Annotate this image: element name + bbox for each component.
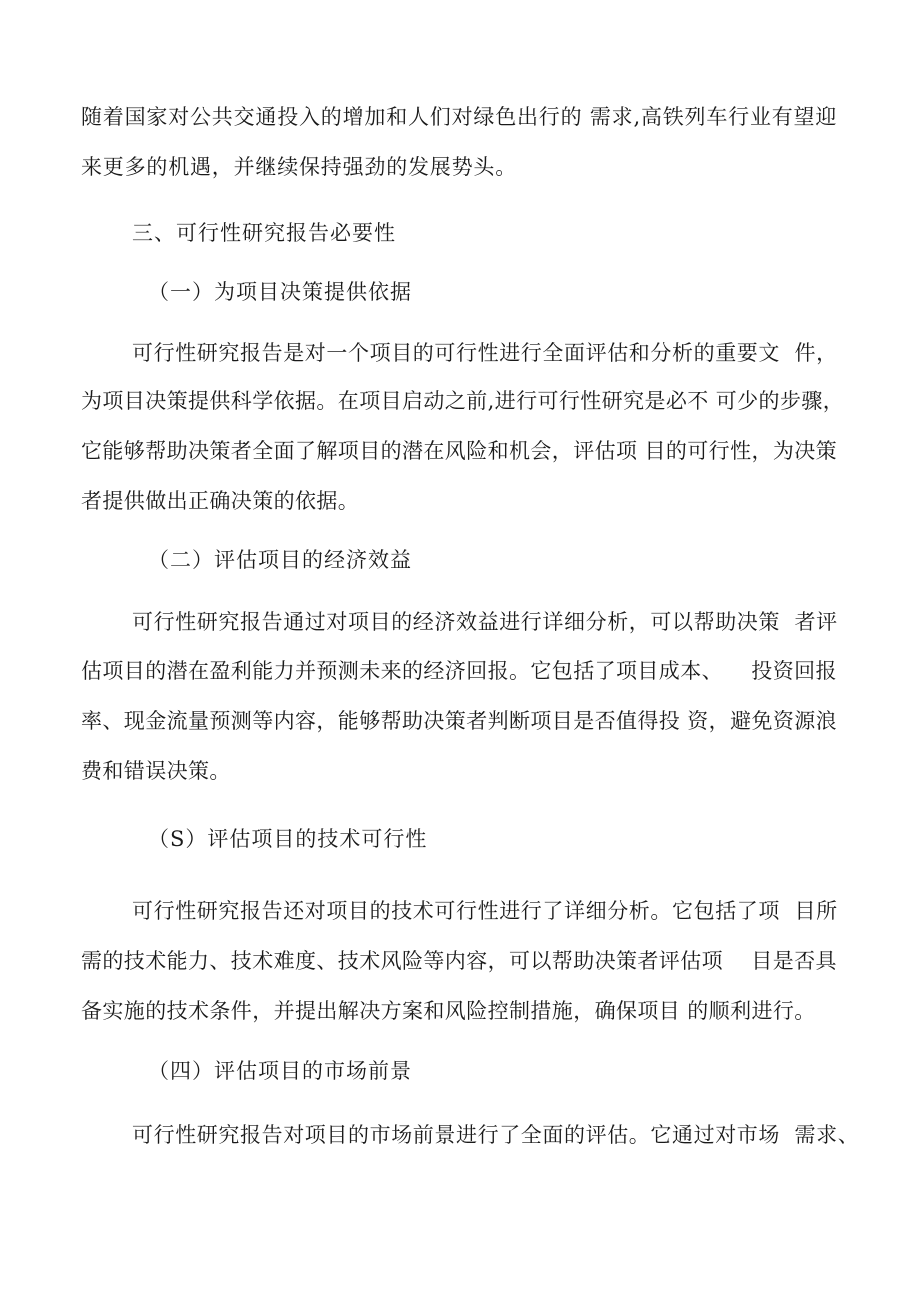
section-heading: 三、可行性研究报告必要性	[132, 221, 396, 245]
subsection-heading: （S）评估项目的技术可行性	[148, 827, 428, 851]
paragraph-line: 可行性研究报告通过对项目的经济效益进行详细分析，可以帮助决策 者评	[132, 610, 838, 634]
paragraph-line: 为项目决策提供科学依据。在项目启动之前,进行可行性研究是必不 可少的步骤，	[81, 389, 845, 413]
subsection-heading: （二）评估项目的经济效益	[148, 548, 412, 572]
paragraph-line: 者提供做出正确决策的依据。	[81, 489, 360, 513]
paragraph-line: 备实施的技术条件，并提出解决方案和风险控制措施，确保项目 的顺利进行。	[81, 999, 816, 1023]
paragraph-line: 可行性研究报告是对一个项目的可行性进行全面评估和分析的重要文 件，	[132, 341, 838, 365]
paragraph-line: 来更多的机遇，并继续保持强劲的发展势头。	[81, 155, 517, 179]
paragraph-line: 它能够帮助决策者全面了解项目的潜在风险和机会，评估项 目的可行性，为决策	[81, 439, 838, 463]
paragraph-line: 率、现金流量预测等内容，能够帮助决策者判断项目是否值得投 资，避免资源浪	[81, 709, 838, 733]
subsection-heading: （四）评估项目的市场前景	[148, 1059, 412, 1083]
paragraph-line: 随着国家对公共交通投入的增加和人们对绿色出行的 需求,高铁列车行业有望迎	[81, 105, 838, 129]
paragraph-line: 可行性研究报告还对项目的技术可行性进行了详细分析。它包括了项 目所	[132, 899, 838, 923]
paragraph-line: 可行性研究报告对项目的市场前景进行了全面的评估。它通过对市场 需求、	[132, 1123, 860, 1147]
paragraph-line: 估项目的潜在盈利能力并预测未来的经济回报。它包括了项目成本、 投资回报	[81, 659, 837, 683]
subsection-heading: （一）为项目决策提供依据	[148, 280, 412, 304]
paragraph-line: 需的技术能力、技术难度、技术风险等内容，可以帮助决策者评估项 目是否具	[81, 949, 837, 973]
paragraph-line: 费和错误决策。	[81, 759, 231, 783]
